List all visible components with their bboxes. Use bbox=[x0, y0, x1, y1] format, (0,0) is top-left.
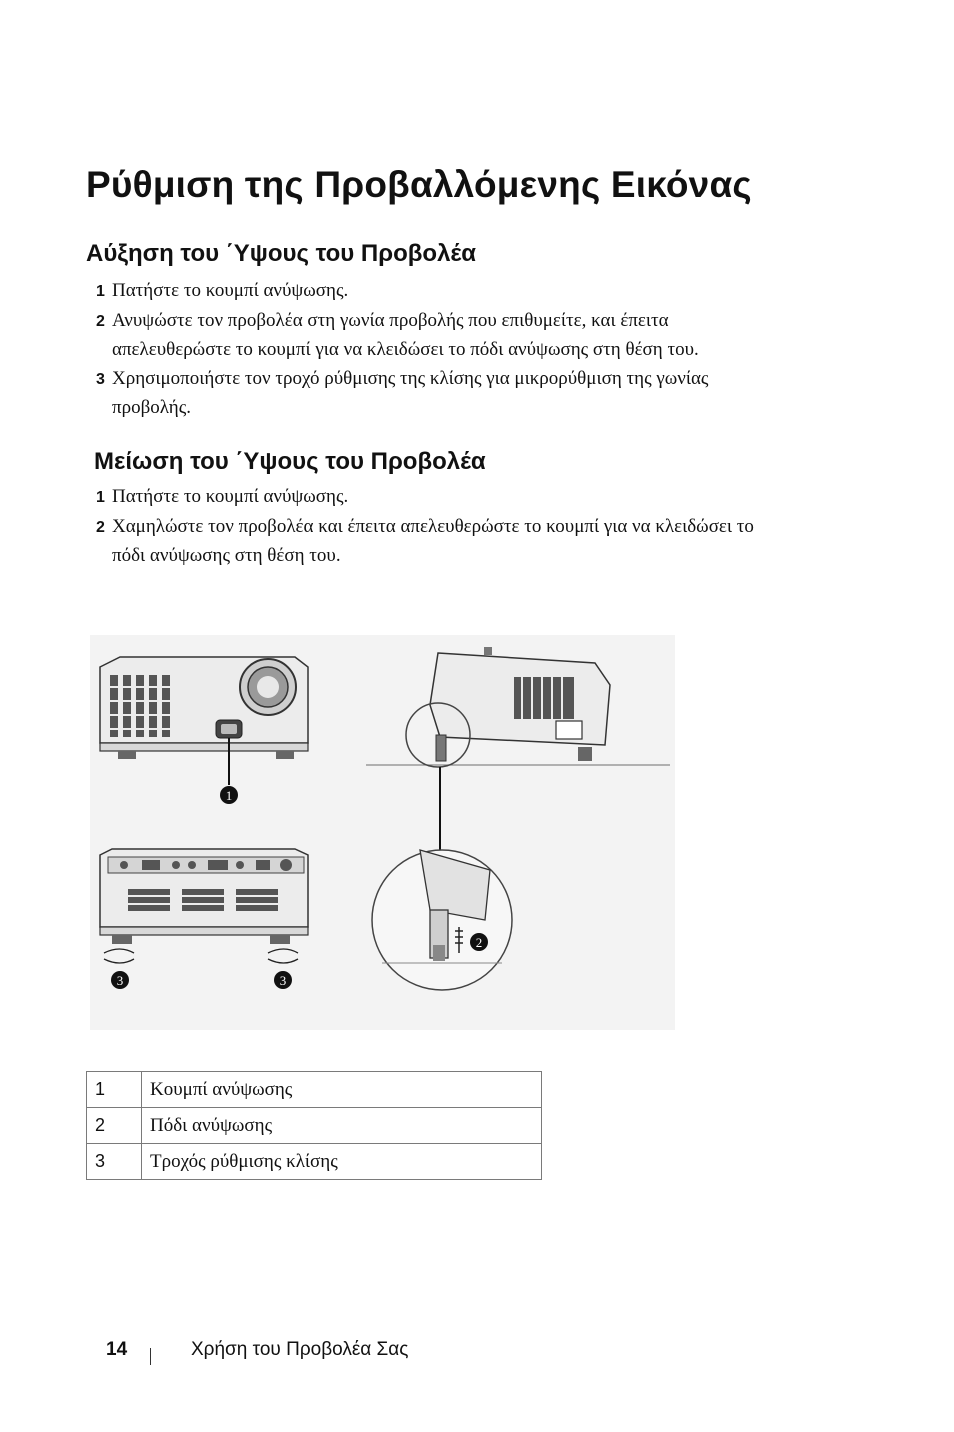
legend-table bbox=[86, 1071, 542, 1180]
legend-number: 1 bbox=[87, 1072, 142, 1108]
raise-step-2 bbox=[96, 307, 856, 364]
raise-step-3 bbox=[96, 365, 856, 422]
callout-3-left: 3 bbox=[116, 973, 124, 988]
page-number: 14 bbox=[106, 1339, 128, 1360]
raise-heading: Αύξηση του ΄Υψους του Προβολέα bbox=[86, 240, 477, 267]
step-number: 2 bbox=[96, 313, 105, 330]
table-row bbox=[87, 1108, 542, 1144]
legend-label: Κουμπί ανύψωσης bbox=[142, 1072, 542, 1108]
legend-label: Πόδι ανύψωσης bbox=[142, 1108, 542, 1144]
footer-divider bbox=[150, 1348, 151, 1365]
projector-figure bbox=[90, 635, 675, 1030]
step-text: Πατήστε το κουμπί ανύψωσης. bbox=[112, 486, 349, 507]
step-number: 3 bbox=[96, 371, 105, 388]
projector-illustration bbox=[90, 635, 675, 1030]
legend-label: Τροχός ρύθμισης κλίσης bbox=[142, 1144, 542, 1180]
callout-1: 1 bbox=[225, 788, 233, 803]
step-text-continued: πόδι ανύψωσης στη θέση του. bbox=[112, 545, 341, 566]
legend-number: 2 bbox=[87, 1108, 142, 1144]
table-row bbox=[87, 1072, 542, 1108]
step-text: Ανυψώστε τον προβολέα στη γωνία προβολής που επιθυμείτε, και έπειτα bbox=[112, 310, 669, 331]
page-title: Ρύθμιση της Προβαλλόμενης Εικόνας bbox=[86, 164, 752, 205]
step-text: Πατήστε το κουμπί ανύψωσης. bbox=[112, 280, 349, 301]
step-text: Χρησιμοποιήστε τον τροχό ρύθμισης της κλίσης για μικρορύθμιση της γωνίας bbox=[112, 368, 709, 389]
step-number: 1 bbox=[96, 283, 105, 300]
step-text-continued: απελευθερώστε το κουμπί για να κλειδώσει το πόδι ανύψωσης στη θέση του. bbox=[112, 339, 699, 360]
callout-2: 2 bbox=[475, 935, 483, 950]
lower-step-2 bbox=[96, 513, 856, 570]
lower-heading: Μείωση του ΄Υψους του Προβολέα bbox=[94, 448, 486, 475]
callout-3-right: 3 bbox=[279, 973, 287, 988]
chapter-title: Χρήση του Προβολέα Σας bbox=[191, 1339, 409, 1360]
step-text-continued: προβολής. bbox=[112, 397, 191, 418]
projector-rear-view-icon bbox=[100, 849, 308, 944]
raise-step-1 bbox=[96, 277, 856, 306]
elevator-foot-detail-icon bbox=[372, 850, 512, 990]
legend-number: 3 bbox=[87, 1144, 142, 1180]
lower-step-1 bbox=[96, 483, 856, 512]
step-number: 2 bbox=[96, 519, 105, 536]
step-number: 1 bbox=[96, 489, 105, 506]
table-row bbox=[87, 1144, 542, 1180]
step-text: Χαμηλώστε τον προβολέα και έπειτα απελευθερώστε το κουμπί για να κλειδώσει το bbox=[112, 516, 754, 537]
